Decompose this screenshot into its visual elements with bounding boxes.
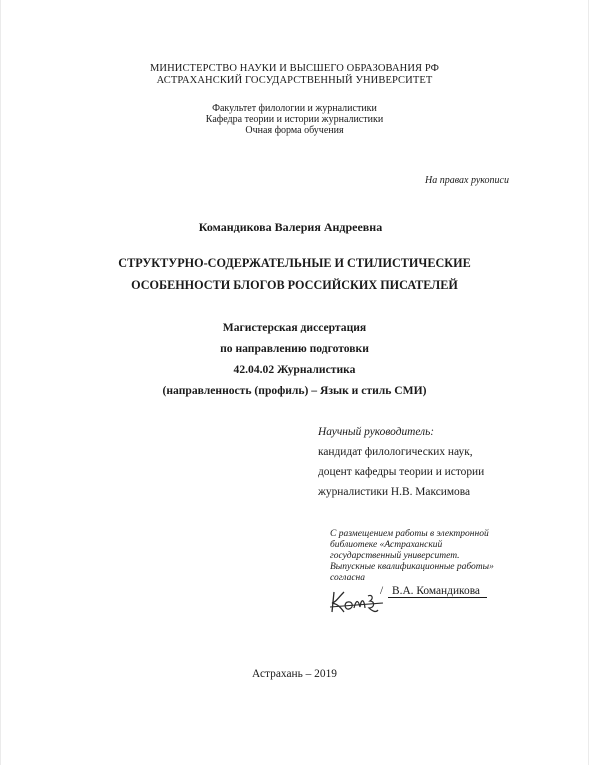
consent-line-1: С размещением работы в электронной: [330, 529, 489, 539]
consent-line-5: согласна: [330, 573, 365, 583]
thesis-direction-label: по направлению подготовки: [220, 342, 369, 355]
faculty-line: Факультет филологии и журналистики: [212, 103, 377, 114]
study-form-line: Очная форма обучения: [245, 125, 344, 136]
consent-line-4: Выпускные квалификационные работы»: [330, 562, 494, 572]
supervisor-label: Научный руководитель:: [318, 426, 435, 438]
signature-separator: /: [380, 585, 384, 597]
department-line: Кафедра теории и истории журналистики: [205, 114, 384, 125]
thesis-title-line-2: ОСОБЕННОСТИ БЛОГОВ РОССИЙСКИХ ПИСАТЕЛЕЙ: [131, 278, 458, 292]
supervisor-degree: кандидат филологических наук,: [318, 446, 473, 458]
handwritten-signature: [328, 586, 386, 620]
ministry-line: МИНИСТЕРСТВО НАУКИ И ВЫСШЕГО ОБРАЗОВАНИЯ РФ: [149, 63, 440, 74]
university-line: АСТРАХАНСКИЙ ГОСУДАРСТВЕННЫЙ УНИВЕРСИТЕТ: [156, 75, 433, 86]
manuscript-rights: На правах рукописи: [425, 175, 509, 186]
supervisor-position: доцент кафедры теории и истории: [318, 466, 485, 478]
thesis-type: Магистерская диссертация: [222, 321, 367, 334]
consent-line-2: библиотеке «Астраханский: [330, 540, 443, 550]
consent-line-3: государственный университет.: [330, 551, 460, 561]
signature-underline: [388, 597, 487, 598]
thesis-profile: (направленность (профиль) – Язык и стиль СМИ): [162, 384, 427, 397]
author-name: Командикова Валерия Андреевна: [198, 220, 383, 234]
signature-name: В.А. Командикова: [392, 585, 480, 597]
supervisor-name: журналистики Н.В. Максимова: [318, 486, 471, 498]
city-year: Астрахань – 2019: [252, 668, 337, 680]
thesis-title-line-1: СТРУКТУРНО-СОДЕРЖАТЕЛЬНЫЕ И СТИЛИСТИЧЕСКИЕ: [118, 256, 471, 270]
thesis-direction-code: 42.04.02 Журналистика: [233, 363, 356, 376]
